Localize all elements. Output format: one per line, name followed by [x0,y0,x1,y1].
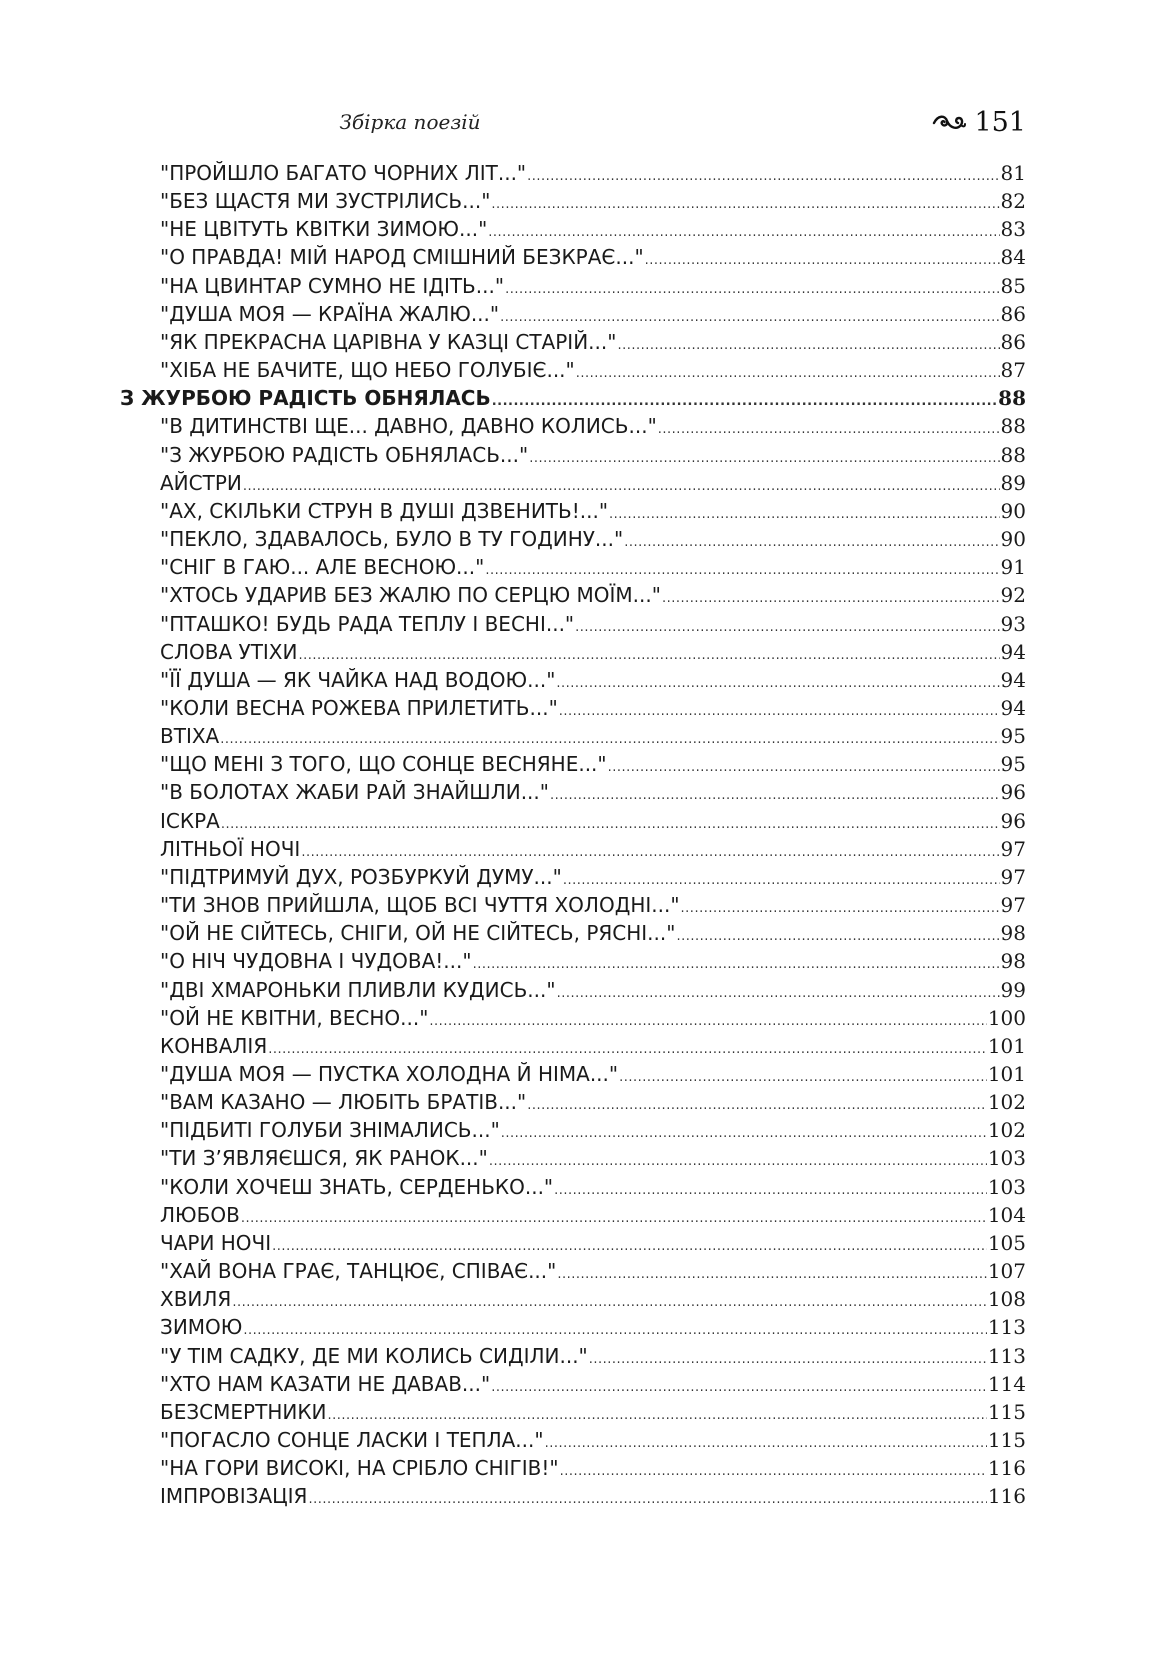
toc-dot-leader [681,901,1000,916]
toc-entry-page: 98 [1000,921,1026,946]
toc-entry-page: 101 [987,1062,1026,1086]
toc-entry-title: "В БОЛОТАХ ЖАБИ РАЙ ЗНАЙШЛИ..." [160,780,549,805]
toc-entry [120,1090,1026,1118]
toc-entry-title: ЗИМОЮ [160,1315,243,1340]
toc-entry-title: З ЖУРБОЮ РАДІСТЬ ОБНЯЛАСЬ [120,386,491,411]
toc-entry [120,414,1026,442]
toc-entry-title: "ХІБА НЕ БАЧИТЕ, ЩО НЕБО ГОЛУБІЄ..." [160,358,575,383]
toc-entry-title: "НЕ ЦВІТУТЬ КВІТКИ ЗИМОЮ..." [160,217,488,242]
toc-entry [120,302,1026,330]
toc-entry-page: 102 [987,1090,1026,1115]
toc-entry-page: 98 [1000,949,1026,974]
toc-entry [120,217,1026,245]
toc-entry-title: "ТИ ЗНОВ ПРИЙШЛА, ЩОБ ВСІ ЧУТТЯ ХОЛОДНІ..." [160,893,680,918]
toc-entry-title: СЛОВА УТІХИ [160,639,298,664]
toc-dot-leader [272,1239,987,1254]
toc-dot-leader [617,338,999,353]
toc-entry-page: 105 [987,1230,1026,1255]
toc-entry-title: "НА ЦВИНТАР СУМНО НЕ ІДІТЬ..." [160,273,505,298]
toc-dot-leader [619,1070,987,1085]
toc-entry [120,358,1026,386]
page-number: 151 [974,106,1026,138]
toc-dot-leader [491,1380,987,1395]
page-header [160,104,1026,140]
toc-entry-page: 97 [1000,864,1026,889]
toc-entry-title: "У ТІМ САДКУ, ДЕ МИ КОЛИСЬ СИДІЛИ..." [160,1343,588,1368]
toc-entry-title: "ХТО НАМ КАЗАТИ НЕ ДАВАВ..." [160,1371,491,1396]
toc-entry-title: "В ДИТИНСТВІ ЩЕ... ДАВНО, ДАВНО КОЛИСЬ..." [160,414,657,439]
toc-dot-leader [501,1126,987,1141]
toc-dot-leader [676,929,999,944]
toc-entry-page: 113 [987,1315,1026,1340]
toc-entry [120,612,1026,640]
toc-entry-page: 103 [987,1174,1026,1199]
toc-entry [120,1456,1026,1484]
toc-entry [120,1484,1026,1512]
toc-dot-leader [221,817,1000,832]
toc-section-heading [120,386,1026,414]
toc-entry [120,921,1026,949]
toc-dot-leader [505,282,999,297]
toc-entry [120,471,1026,499]
toc-dot-leader [489,1154,987,1169]
toc-entry-title: АЙСТРИ [160,470,242,495]
toc-entry [120,1118,1026,1146]
toc-dot-leader [485,563,999,578]
toc-entry-title: "ПРОЙШЛО БАГАТО ЧОРНИХ ЛІТ..." [160,161,527,185]
toc-dot-leader [527,1098,987,1113]
toc-entry-page: 84 [1000,245,1026,270]
toc-entry [120,499,1026,527]
toc-entry [120,1372,1026,1400]
table-of-contents [120,161,1026,1513]
toc-entry-title: ЛІТНЬОЇ НОЧІ [160,836,301,861]
toc-entry-title: "КОЛИ ХОЧЕШ ЗНАТЬ, СЕРДЕНЬКО..." [160,1174,554,1199]
toc-entry-page: 97 [1000,836,1026,861]
toc-entry-title: "ТИ З’ЯВЛЯЄШСЯ, ЯК РАНОК..." [160,1146,488,1171]
toc-dot-leader [527,169,999,184]
toc-entry [120,1315,1026,1343]
toc-entry-title: "ПОГАСЛО СОНЦЕ ЛАСКИ І ТЕПЛА..." [160,1428,544,1453]
toc-entry-title: "ЯК ПРЕКРАСНА ЦАРІВНА У КАЗЦІ СТАРІЙ..." [160,329,617,354]
toc-entry-page: 116 [987,1456,1026,1481]
toc-entry [120,809,1026,837]
toc-entry-page: 86 [1000,301,1026,326]
toc-entry [120,1344,1026,1372]
toc-entry [120,1006,1026,1034]
toc-entry-page: 94 [1000,695,1026,720]
toc-entry-title: "ПТАШКО! БУДЬ РАДА ТЕПЛУ І ВЕСНІ..." [160,611,575,636]
toc-entry [120,893,1026,921]
toc-entry [120,1428,1026,1456]
toc-dot-leader [268,1042,987,1057]
fleuron-icon [932,111,966,133]
toc-entry [120,1175,1026,1203]
toc-entry [120,865,1026,893]
toc-entry-page: 81 [1000,161,1026,185]
toc-dot-leader [550,788,1000,803]
toc-entry [120,978,1026,1006]
toc-entry-page: 113 [987,1343,1026,1368]
toc-entry-page: 94 [1000,639,1026,664]
toc-entry [120,837,1026,865]
toc-entry-title: КОНВАЛІЯ [160,1033,268,1058]
toc-dot-leader [609,507,1000,522]
toc-entry-page: 116 [987,1484,1026,1509]
toc-entry-title: "ОЙ НЕ СІЙТЕСЬ, СНІГИ, ОЙ НЕ СІЙТЕСЬ, РЯСНІ..." [160,921,676,946]
toc-dot-leader [545,1436,987,1451]
toc-entry-page: 96 [1000,780,1026,805]
toc-dot-leader [488,225,999,240]
toc-entry-page: 114 [987,1371,1026,1396]
toc-dot-leader [563,873,1000,888]
toc-entry [120,1203,1026,1231]
toc-dot-leader [608,760,1000,775]
toc-dot-leader [301,845,999,860]
toc-entry-page: 108 [987,1287,1026,1312]
toc-entry-title: "О ПРАВДА! МІЙ НАРОД СМІШНИЙ БЕЗКРАЄ..." [160,245,644,270]
toc-entry-title: ЛЮБОВ [160,1202,240,1227]
toc-entry-title: "ХТОСЬ УДАРИВ БЕЗ ЖАЛЮ ПО СЕРЦЮ МОЇМ..." [160,583,661,608]
toc-entry-page: 104 [987,1202,1026,1227]
toc-entry-title: "ПЕКЛО, ЗДАВАЛОСЬ, БУЛО В ТУ ГОДИНУ..." [160,527,624,552]
toc-entry-page: 96 [1000,808,1026,833]
toc-dot-leader [557,986,1000,1001]
toc-entry [120,696,1026,724]
toc-entry-title: "ХАЙ ВОНА ГРАЄ, ТАНЦЮЄ, СПІВАЄ..." [160,1259,557,1284]
toc-entry [120,555,1026,583]
toc-entry-page: 83 [1000,217,1026,242]
toc-entry-page: 90 [1000,498,1026,523]
toc-entry-title: "ЇЇ ДУША — ЯК ЧАЙКА НАД ВОДОЮ..." [160,667,556,692]
toc-entry-page: 102 [987,1118,1026,1143]
toc-entry-page: 86 [1000,329,1026,354]
toc-entry-page: 89 [1000,470,1026,495]
toc-entry-page: 90 [1000,527,1026,552]
toc-entry-page: 97 [1000,893,1026,918]
toc-entry-title: "З ЖУРБОЮ РАДІСТЬ ОБНЯЛАСЬ..." [160,442,529,467]
toc-dot-leader [220,732,999,747]
toc-entry-page: 91 [1000,555,1026,580]
toc-entry-page: 88 [998,386,1026,411]
toc-entry-title: "БЕЗ ЩАСТЯ МИ ЗУСТРІЛИСЬ..." [160,189,491,214]
toc-entry-title: "ДВІ ХМАРОНЬКИ ПЛИВЛИ КУДИСЬ..." [160,977,556,1002]
toc-entry-title: ВТІХА [160,724,220,749]
toc-entry-page: 107 [987,1259,1026,1284]
toc-dot-leader [500,310,999,325]
toc-entry-title: "ПІДТРИМУЙ ДУХ, РОЗБУРКУЙ ДУМУ..." [160,864,562,889]
toc-dot-leader [327,1408,986,1423]
toc-entry-page: 88 [1000,442,1026,467]
toc-entry-page: 115 [987,1428,1026,1453]
toc-entry-page: 95 [1000,724,1026,749]
toc-entry-title: ХВИЛЯ [160,1287,232,1312]
toc-entry [120,189,1026,217]
toc-entry-page: 92 [1000,583,1026,608]
toc-dot-leader [308,1492,986,1507]
toc-entry [120,640,1026,668]
toc-entry [120,752,1026,780]
toc-dot-leader [624,535,999,550]
toc-entry [120,1287,1026,1315]
toc-dot-leader [232,1295,986,1310]
toc-entry [120,583,1026,611]
toc-entry [120,443,1026,471]
toc-entry-title: "СНІГ В ГАЮ... АЛЕ ВЕСНОЮ..." [160,555,485,580]
toc-dot-leader [556,676,999,691]
toc-entry-page: 87 [1000,358,1026,383]
toc-entry [120,527,1026,555]
toc-entry-page: 85 [1000,273,1026,298]
toc-entry [120,668,1026,696]
toc-dot-leader [298,648,999,663]
toc-entry-title: ІМПРОВІЗАЦІЯ [160,1484,308,1509]
toc-dot-leader [241,1211,987,1226]
toc-entry-title: БЕЗСМЕРТНИКИ [160,1399,327,1424]
toc-entry [120,724,1026,752]
toc-entry-title: ЧАРИ НОЧІ [160,1230,272,1255]
toc-dot-leader [491,197,999,212]
toc-dot-leader [662,591,1000,606]
toc-entry [120,780,1026,808]
toc-entry-page: 115 [987,1399,1026,1424]
toc-dot-leader [492,394,997,409]
toc-entry-page: 93 [1000,611,1026,636]
toc-entry-title: "ДУША МОЯ — ПУСТКА ХОЛОДНА Й НІМА..." [160,1062,619,1086]
toc-entry [120,1259,1026,1287]
toc-dot-leader [554,1183,987,1198]
toc-entry [120,245,1026,273]
toc-dot-leader [529,451,999,466]
toc-entry [120,1400,1026,1428]
running-title: Збірка поезій [339,110,481,134]
toc-entry [120,161,1026,189]
toc-entry-page: 82 [1000,189,1026,214]
toc-entry-title: "ПІДБИТІ ГОЛУБИ ЗНІМАЛИСЬ..." [160,1118,500,1143]
toc-entry [120,1034,1026,1062]
toc-dot-leader [645,253,1000,268]
toc-entry-title: "ЩО МЕНІ З ТОГО, ЩО СОНЦЕ ВЕСНЯНЕ..." [160,752,607,777]
toc-entry-title: ІСКРА [160,808,220,833]
toc-entry-title: "ОЙ НЕ КВІТНИ, ВЕСНО..." [160,1005,429,1030]
toc-entry [120,274,1026,302]
toc-entry-title: "НА ГОРИ ВИСОКІ, НА СРІБЛО СНІГІВ!" [160,1456,559,1481]
toc-entry [120,330,1026,358]
toc-entry [120,1146,1026,1174]
toc-dot-leader [560,1464,987,1479]
toc-dot-leader [589,1352,987,1367]
toc-entry [120,1062,1026,1090]
toc-entry-page: 101 [987,1033,1026,1058]
toc-entry-page: 94 [1000,667,1026,692]
toc-entry-title: "ВАМ КАЗАНО — ЛЮБІТЬ БРАТІВ..." [160,1090,527,1115]
toc-dot-leader [473,957,1000,972]
toc-entry-title: "ДУША МОЯ — КРАЇНА ЖАЛЮ..." [160,301,500,326]
toc-entry-page: 103 [987,1146,1026,1171]
toc-dot-leader [658,422,1000,437]
toc-dot-leader [576,366,1000,381]
toc-entry [120,949,1026,977]
toc-dot-leader [559,704,1000,719]
toc-entry-page: 99 [1000,977,1026,1002]
toc-dot-leader [243,1323,986,1338]
toc-entry-title: "КОЛИ ВЕСНА РОЖЕВА ПРИЛЕТИТЬ..." [160,695,558,720]
toc-entry-page: 100 [987,1005,1026,1030]
toc-entry-title: "АХ, СКІЛЬКИ СТРУН В ДУШІ ДЗВЕНИТЬ!..." [160,498,609,523]
toc-dot-leader [557,1267,986,1282]
toc-entry-title: "О НІЧ ЧУДОВНА І ЧУДОВА!..." [160,949,472,974]
toc-entry-page: 88 [1000,414,1026,439]
toc-entry-page: 95 [1000,752,1026,777]
toc-dot-leader [429,1014,986,1029]
toc-dot-leader [243,479,1000,494]
toc-dot-leader [575,620,999,635]
toc-entry [120,1231,1026,1259]
page-number-group [932,104,1026,140]
